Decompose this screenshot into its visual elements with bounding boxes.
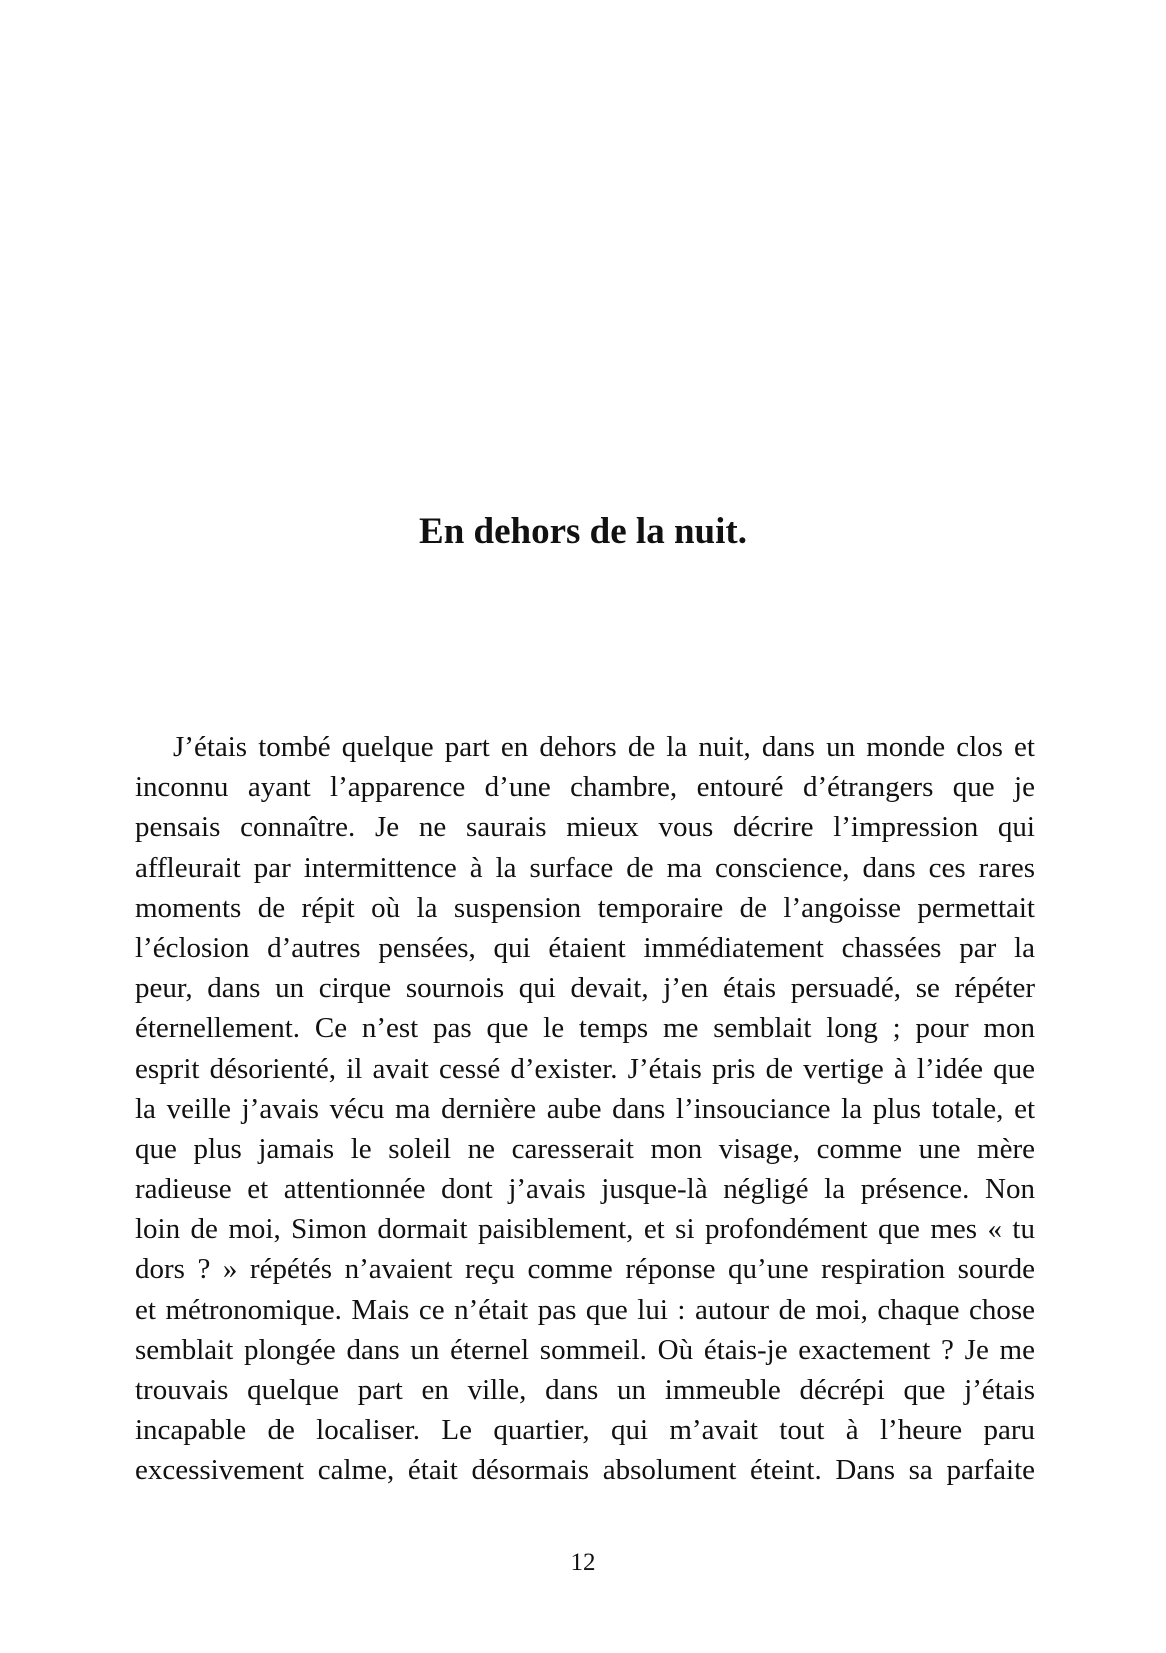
text-line: incapable de localiser. Le quartier, qui m’avait tout à l’heure paru	[135, 1414, 1035, 1447]
chapter-title: En dehors de la nuit.	[419, 511, 747, 552]
text-line: dors ? » répétés n’avaient reçu comme réponse qu’une respiration sourde	[135, 1253, 1035, 1286]
text-line: radieuse et attentionnée dont j’avais jusque-là négligé la présence. Non	[135, 1173, 1035, 1206]
text-line: inconnu ayant l’apparence d’une chambre, entouré d’étrangers que je	[135, 771, 1035, 804]
text-line: semblait plongée dans un éternel sommeil. Où étais-je exactement ? Je me	[135, 1333, 1035, 1366]
text-line: peur, dans un cirque sournois qui devait, j’en étais persuadé, se répéter	[135, 972, 1035, 1005]
text-line: affleurait par intermittence à la surface de ma conscience, dans ces rares	[135, 851, 1035, 884]
text-line: loin de moi, Simon dormait paisiblement, et si profondément que mes « tu	[135, 1213, 1035, 1246]
text-line: J’étais tombé quelque part en dehors de la nuit, dans un monde clos et	[173, 731, 1035, 763]
page-number: 12	[570, 1549, 596, 1576]
text-line: trouvais quelque part en ville, dans un immeuble décrépi que j’étais	[135, 1374, 1035, 1406]
body-paragraph	[135, 727, 1035, 1491]
text-line: excessivement calme, était désormais absolument éteint. Dans sa parfaite	[135, 1454, 1035, 1487]
text-line: éternellement. Ce n’est pas que le temps me semblait long ; pour mon	[135, 1012, 1035, 1045]
text-line: la veille j’avais vécu ma dernière aube dans l’insouciance la plus totale, et	[135, 1092, 1035, 1125]
text-line: esprit désorienté, il avait cessé d’exister. J’étais pris de vertige à l’idée que	[135, 1052, 1035, 1085]
text-line: l’éclosion d’autres pensées, qui étaient immédiatement chassées par la	[135, 931, 1035, 964]
text-line: pensais connaître. Je ne saurais mieux vous décrire l’impression qui	[135, 811, 1035, 844]
text-line: que plus jamais le soleil ne caresserait mon visage, comme une mère	[135, 1132, 1035, 1165]
text-line: moments de répit où la suspension temporaire de l’angoisse permettait	[135, 891, 1035, 924]
text-line: et métronomique. Mais ce n’était pas que lui : autour de moi, chaque chose	[135, 1293, 1035, 1326]
